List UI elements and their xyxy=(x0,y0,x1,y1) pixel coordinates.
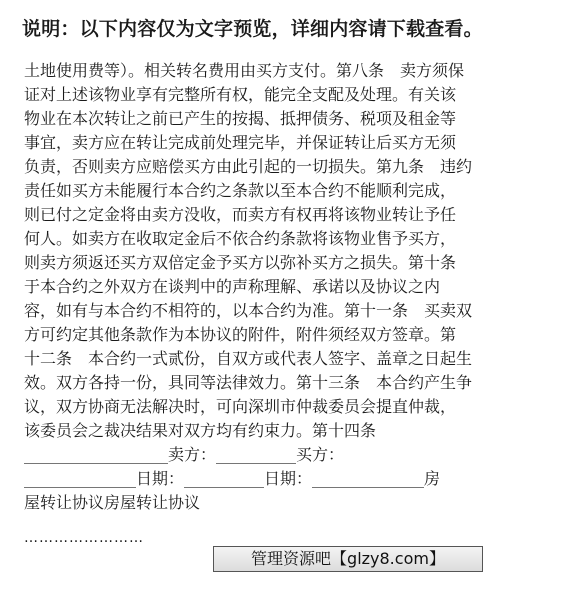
download-source-button[interactable]: 管理资源吧【glzy8.com】 xyxy=(213,546,483,572)
body-line: 则已付之定金将由卖方没收，而卖方有权再将该物业转让予任 xyxy=(24,205,457,224)
body-line: 容，如有与本合约不相符的，以本合约为准。第十一条 买卖双 xyxy=(24,301,473,320)
body-line: 方可约定其他条款作为本协议的附件，附件须经双方签章。第 xyxy=(24,325,457,344)
body-line: 效。双方各持一份，具同等法律效力。第十三条 本合约产生争 xyxy=(24,373,473,392)
body-line: 土地使用费等）。相关转名费用由买方支付。第八条 卖方须保 xyxy=(24,61,465,80)
body-line: 证对上述该物业享有完整所有权，能完全支配及处理。有关该 xyxy=(24,85,457,104)
date-line: ______________日期：__________日期：______________房 xyxy=(24,469,441,488)
body-line: 该委员会之裁决结果对双方均有约束力。第十四条 xyxy=(24,421,377,440)
body-line: 屋转让协议房屋转让协议 xyxy=(24,493,201,512)
body-line: 负责，否则卖方应赔偿买方由此引起的一切损失。第九条 违约 xyxy=(24,157,473,176)
body-line: 事宜，卖方应在转让完成前处理完毕，并保证转让后买方无须 xyxy=(24,133,457,152)
document-body xyxy=(24,59,554,515)
body-line: 于本合约之外双方在谈判中的声称理解、承诺以及协议之内 xyxy=(24,277,441,296)
body-line: 责任如买方未能履行本合约之条款以至本合约不能顺利完成， xyxy=(24,181,457,200)
body-line: 物业在本次转让之前已产生的按揭、抵押债务、税项及租金等 xyxy=(24,109,457,128)
body-line: 议，双方协商无法解决时，可向深圳市仲裁委员会提直仲裁， xyxy=(24,397,457,416)
signature-line: __________________卖方：__________买方： xyxy=(24,445,345,464)
body-line: 何人。如卖方在收取定金后不依合约条款将该物业售予买方， xyxy=(24,229,457,248)
preview-notice-title: 说明：以下内容仅为文字预览，详细内容请下载查看。 xyxy=(22,18,483,40)
continuation-ellipsis: …………………… xyxy=(24,530,144,546)
body-line: 十二条 本合约一式贰份，自双方或代表人签字、盖章之日起生 xyxy=(24,349,473,368)
body-line: 则卖方须返还买方双倍定金予买方以弥补买方之损失。第十条 xyxy=(24,253,457,272)
